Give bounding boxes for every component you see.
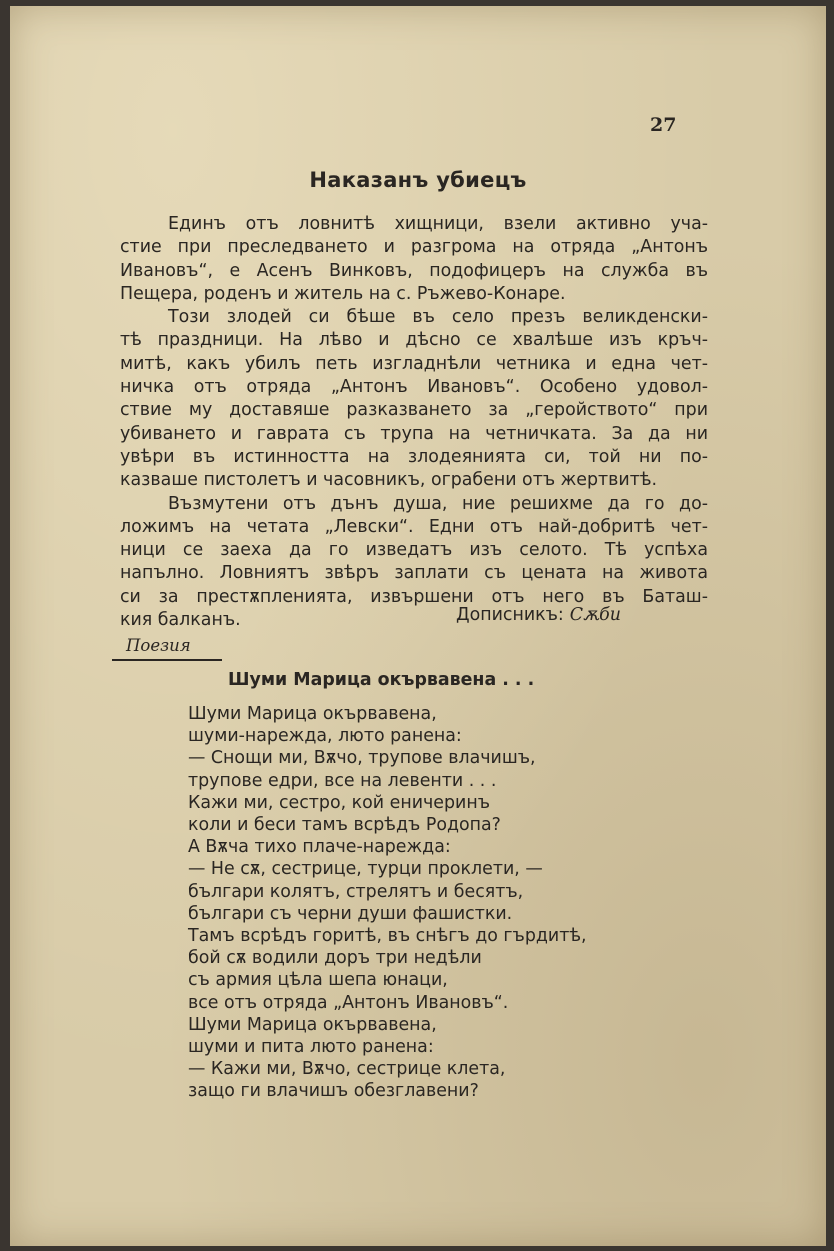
article-signature [456, 605, 621, 625]
poem-verse: съ армия цѣла шепа юнаци, [188, 970, 448, 991]
poem-verse: българи съ черни души фашистки. [188, 903, 513, 924]
article-line: ничка отъ отряда „Антонъ Ивановъ“. Особено удовол- [120, 377, 708, 398]
poem-verse: шуми-нарежда, люто ранена: [188, 726, 462, 747]
article-line: си за престѫпленията, извършени отъ него въ Баташ- [120, 586, 708, 607]
article-line: Единъ отъ ловнитѣ хищници, взели активно уча- [168, 214, 708, 234]
poem-body [188, 703, 587, 1103]
article-line: стие при преследването и разгрома на отряда „Антонъ [120, 237, 708, 258]
section-divider [112, 659, 222, 661]
signature-author: Сѫби [569, 605, 621, 625]
poem-verse: Кажи ми, сестро, кой еничеринъ [188, 792, 490, 813]
article-line: убиването и гаврата съ трупа на четничката. За да ни [120, 423, 708, 444]
poem-verse: все отъ отряда „Антонъ Ивановъ“. [188, 992, 509, 1013]
article-line: Този злодей си бѣше въ село презъ великденски- [168, 307, 708, 328]
poem-verse: — Не сѫ, сестрице, турци проклети, — [188, 859, 543, 880]
poem-verse: Тамъ всрѣдъ горитѣ, въ снѣгъ до гърдитѣ, [188, 926, 587, 947]
article-line: казваше пистолетъ и часовникъ, ограбени отъ жертвитѣ. [120, 470, 658, 491]
poem-verse: защо ги влачишъ обезглавени? [188, 1081, 479, 1102]
poem-verse: — Снощи ми, Вѫчо, трупове влачишъ, [188, 748, 536, 769]
poem-verse: Шуми Марица окървавена, [188, 1014, 437, 1035]
poem-verse: — Кажи ми, Вѫчо, сестрице клета, [188, 1059, 506, 1080]
section-label: Поезия [126, 636, 191, 655]
article-line: митѣ, какъ убилъ петь изгладнѣли четника и една чет- [120, 353, 708, 374]
article-line: Пещера, роденъ и житель на с. Ръжево-Конаре. [120, 283, 566, 304]
article-line: увѣри въ истинността на злодеянията си, той ни по- [120, 446, 708, 467]
poem-verse: българи колятъ, стрелятъ и бесятъ, [188, 881, 524, 902]
article-title: Наказанъ убиецъ [309, 168, 527, 192]
document-page [10, 6, 826, 1246]
article-line: тѣ праздници. На лѣво и дѣсно се хвалѣше изъ кръч- [120, 330, 708, 351]
article-line: Възмутени отъ дънъ душа, ние решихме да го до- [168, 493, 708, 514]
article-line: кия балканъ. [120, 610, 241, 631]
article-line: ствие му доставяше разказването за „геройството“ при [120, 400, 708, 421]
poem-verse: А Вѫча тихо плаче-нарежда: [188, 837, 451, 858]
article-body [120, 213, 708, 632]
poem-verse: бой сѫ водили доръ три недѣли [188, 948, 482, 969]
article-line: ници се заеха да го изведатъ изъ селото. Тѣ успѣха [120, 540, 708, 561]
article-line: напълно. Ловниятъ звѣръ заплати съ цената на живота [120, 563, 708, 584]
poem-verse: трупове едри, все на левенти . . . [188, 770, 497, 791]
article-line: Ивановъ“, е Асенъ Винковъ, подофицеръ на служба въ [120, 260, 708, 281]
poem-title: Шуми Марица окървавена . . . [228, 670, 535, 690]
page-number: 27 [650, 114, 677, 136]
poem-verse: коли и беси тамъ всрѣдъ Родопа? [188, 815, 501, 836]
poem-verse: шуми и пита люто ранена: [188, 1037, 434, 1058]
signature-label: Дописникъ: [456, 605, 564, 625]
poem-verse: Шуми Марица окървавена, [188, 704, 437, 724]
article-line: ложимъ на четата „Левски“. Едни отъ най-добритѣ чет- [120, 516, 708, 537]
